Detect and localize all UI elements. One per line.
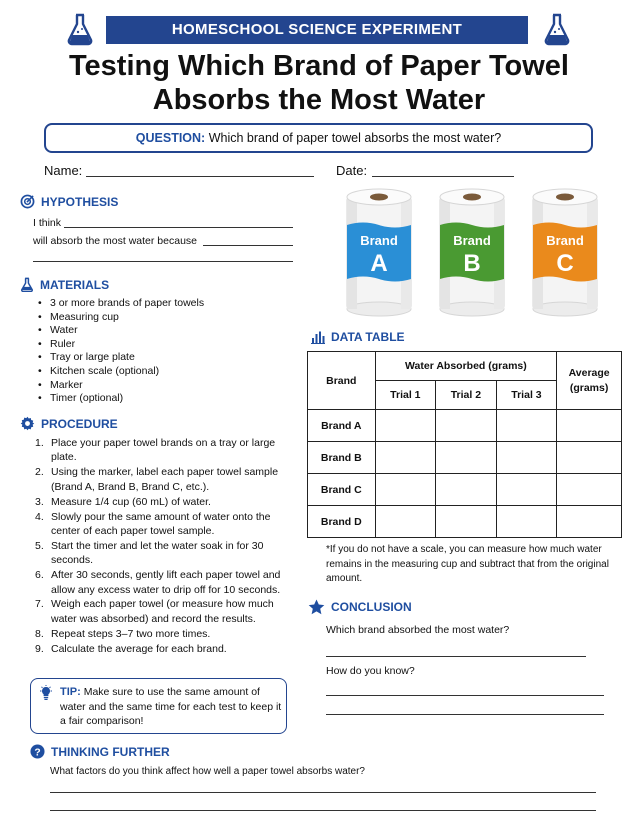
procedure-step: 7. Weigh each paper towel (or measure how much water was absorbed) and record the results. xyxy=(35,598,274,625)
table-cell[interactable] xyxy=(557,474,622,506)
thinking-question: What factors do you think affect how well a paper towel absorbs water? xyxy=(50,766,365,777)
gear-icon xyxy=(20,416,35,431)
row-label-brand-a: Brand A xyxy=(308,410,376,442)
data-table xyxy=(307,351,622,538)
roll-brand-word: Brand xyxy=(453,233,491,248)
roll-brand-letter: B xyxy=(463,250,481,277)
thinking-answer-line-2[interactable] xyxy=(50,810,596,811)
conclusion-answer-2[interactable] xyxy=(326,695,604,696)
date-field[interactable] xyxy=(372,176,514,177)
col-header-brand: Brand xyxy=(308,352,376,410)
row-label-brand-b: Brand B xyxy=(308,442,376,474)
material-item: • Measuring cup xyxy=(36,311,276,325)
hypothesis-reason-field-2[interactable] xyxy=(33,261,293,262)
conclusion-answer-3[interactable] xyxy=(326,714,604,715)
table-row xyxy=(308,474,622,506)
paper-towel-roll-a xyxy=(346,187,412,317)
row-label-brand-d: Brand D xyxy=(308,506,376,538)
materials-title: MATERIALS xyxy=(40,277,110,292)
conclusion-question-1: Which brand absorbed the most water? xyxy=(326,624,510,636)
paper-towel-roll-c xyxy=(532,187,598,317)
procedure-step: 3. Measure 1/4 cup (60 mL) of water. xyxy=(35,495,211,508)
conclusion-title: CONCLUSION xyxy=(331,600,412,614)
thinking-answer-line-1[interactable] xyxy=(50,792,596,793)
question-label: QUESTION: xyxy=(135,131,206,145)
procedure-heading xyxy=(20,416,118,431)
page-title-line1: Testing Which Brand of Paper Towel xyxy=(68,50,569,82)
table-cell[interactable] xyxy=(375,506,436,538)
material-item: • Water xyxy=(36,324,276,338)
conclusion-heading xyxy=(308,599,412,615)
table-cell[interactable] xyxy=(496,410,557,442)
hypothesis-title: HYPOTHESIS xyxy=(41,194,119,209)
thinking-heading xyxy=(30,744,170,759)
data-table-heading xyxy=(311,330,405,344)
col-header-water-absorbed: Water Absorbed (grams) xyxy=(375,352,557,381)
table-cell[interactable] xyxy=(557,506,622,538)
col-header-trial-1: Trial 1 xyxy=(375,381,436,410)
roll-brand-letter: C xyxy=(556,250,574,277)
material-item: • Kitchen scale (optional) xyxy=(36,365,276,379)
procedure-title: PROCEDURE xyxy=(41,416,118,431)
material-item: • Tray or large plate xyxy=(36,351,276,365)
table-cell[interactable] xyxy=(436,474,497,506)
page-title-line2: Absorbs the Most Water xyxy=(152,84,486,116)
banner: HOMESCHOOL SCIENCE EXPERIMENT xyxy=(106,16,528,44)
conclusion-answer-1[interactable] xyxy=(326,656,586,657)
data-table-title: DATA TABLE xyxy=(331,330,405,344)
name-label: Name: xyxy=(44,163,83,178)
table-cell[interactable] xyxy=(496,474,557,506)
question-circle-icon xyxy=(30,744,45,759)
table-cell[interactable] xyxy=(375,474,436,506)
hypothesis-reason-field[interactable] xyxy=(203,245,293,246)
table-cell[interactable] xyxy=(496,442,557,474)
table-cell[interactable] xyxy=(375,410,436,442)
col-header-average: Average (grams) xyxy=(557,352,622,410)
flask-icon-left xyxy=(66,12,94,49)
material-item: • Ruler xyxy=(36,338,276,352)
table-cell[interactable] xyxy=(375,442,436,474)
target-icon xyxy=(20,194,35,209)
table-cell[interactable] xyxy=(557,410,622,442)
table-row xyxy=(308,442,622,474)
question-text: Which brand of paper towel absorbs the most water? xyxy=(208,131,502,145)
table-cell[interactable] xyxy=(496,506,557,538)
thinking-title: THINKING FURTHER xyxy=(51,744,170,759)
flask-icon-right xyxy=(543,12,571,49)
flask-icon xyxy=(20,277,34,292)
material-item: • 3 or more brands of paper towels xyxy=(36,297,276,311)
col-header-trial-3: Trial 3 xyxy=(496,381,557,410)
tip-box xyxy=(30,678,287,734)
paper-towel-roll-b xyxy=(439,187,505,317)
hypothesis-heading xyxy=(20,194,118,209)
tip-label: TIP: xyxy=(60,686,81,698)
table-cell[interactable] xyxy=(436,442,497,474)
name-field[interactable] xyxy=(86,176,314,177)
table-cell[interactable] xyxy=(557,442,622,474)
procedure-step: 9. Calculate the average for each brand. xyxy=(35,642,227,655)
roll-brand-word: Brand xyxy=(546,233,584,248)
conclusion-question-2: How do you know? xyxy=(326,665,415,677)
date-label: Date: xyxy=(336,163,368,178)
lightbulb-icon xyxy=(39,685,53,701)
question-box xyxy=(44,123,593,153)
material-item: • Marker xyxy=(36,379,276,393)
hypothesis-brand-field[interactable] xyxy=(64,227,293,228)
hypothesis-line2-label: will absorb the most water because xyxy=(33,235,197,247)
material-item: • Timer (optional) xyxy=(36,392,276,406)
procedure-steps xyxy=(35,436,283,657)
procedure-step: 4. Slowly pour the same amount of water onto the center of each paper towel sample. xyxy=(35,510,271,537)
procedure-step: 8. Repeat steps 3–7 two more times. xyxy=(35,627,211,640)
data-table-note: *If you do not have a scale, you can measure how much water remains in the measuring cup and subtract that from the original amount. xyxy=(326,544,609,584)
materials-list xyxy=(36,297,276,406)
materials-heading xyxy=(20,277,109,292)
roll-brand-letter: A xyxy=(370,250,388,277)
bar-chart-icon xyxy=(311,331,325,344)
procedure-step: 1. Place your paper towel brands on a tray or large plate. xyxy=(35,437,276,464)
table-row xyxy=(308,506,622,538)
procedure-step: 2. Using the marker, label each paper towel sample (Brand A, Brand B, Brand C, etc.). xyxy=(35,466,279,493)
roll-brand-word: Brand xyxy=(360,233,398,248)
table-row xyxy=(308,410,622,442)
svg-text:?: ? xyxy=(34,747,41,759)
procedure-step: 5. Start the timer and let the water soak in for 30 seconds. xyxy=(35,539,264,567)
col-header-trial-2: Trial 2 xyxy=(436,381,497,410)
procedure-step: 6. After 30 seconds, gently lift each paper towel and allow any excess water to drip off for 10 seconds. xyxy=(35,569,281,596)
hypothesis-line1-label: I think xyxy=(33,217,62,229)
row-label-brand-c: Brand C xyxy=(308,474,376,506)
star-icon xyxy=(308,599,325,615)
table-cell[interactable] xyxy=(436,410,497,442)
tip-text: Make sure to use the same amount of water and the same time for each test to keep it a fair comparison! xyxy=(60,686,282,727)
table-cell[interactable] xyxy=(436,506,497,538)
